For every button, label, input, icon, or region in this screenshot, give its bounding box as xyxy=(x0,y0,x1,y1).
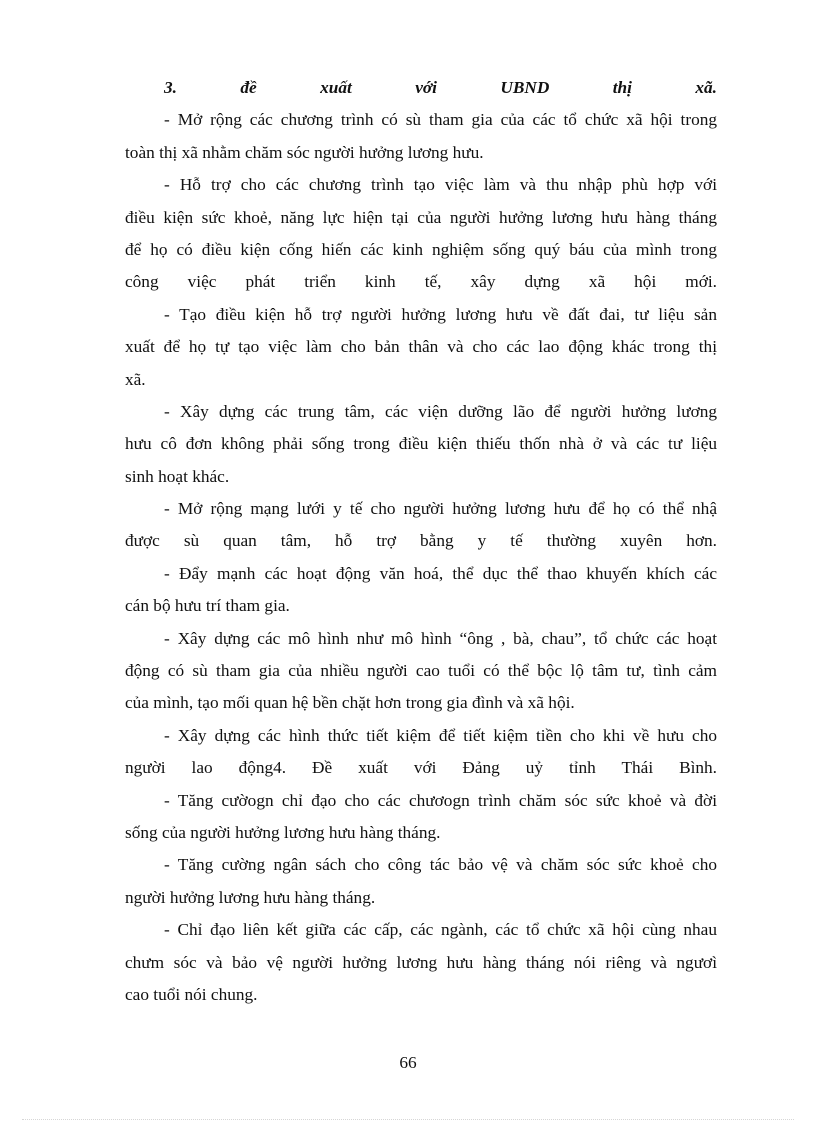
text-line: hưu cô đơn không phải sống trong điều kiện thiếu thốn nhà ở và các tư liệu xyxy=(125,434,717,454)
text-line: - Tăng cường ngân sách cho công tác bảo vệ và chăm sóc sức khoẻ cho xyxy=(164,855,717,875)
text-line: người lao động4. Đề xuất với Đảng uỷ tỉnh Thái Bình. xyxy=(125,758,717,778)
text-line: động có sù tham gia của nhiều người cao tuổi có thể bộc lộ tâm tư, tình cảm xyxy=(125,661,717,681)
text-line: - Tăng cườogn chỉ đạo cho các chươogn trình chăm sóc sức khoẻ và đời xyxy=(164,790,717,810)
text-line: - Tạo điều kiện hỗ trợ người hưởng lương hưu về đất đai, tư liệu sản xyxy=(164,304,717,324)
section-heading: 3. đề xuất với UBND thị xã. xyxy=(164,78,717,97)
body-text xyxy=(125,72,717,1011)
bottom-rule xyxy=(22,1119,794,1120)
text-line: - Mở rộng các chương trình có sù tham gia của các tổ chức xã hội trong xyxy=(164,110,717,130)
text-line: được sù quan tâm, hỗ trợ bằng y tế thường xuyên hơn. xyxy=(125,531,717,551)
text-line: sống của người hưởng lương hưu hàng tháng. xyxy=(125,822,441,842)
text-line: - Mở rộng mạng lưới y tế cho người hưởng lương hưu để họ có thể nhậ xyxy=(164,499,717,519)
text-line: người hưởng lương hưu hàng tháng. xyxy=(125,887,376,907)
text-line: điều kiện sức khoẻ, năng lực hiện tại của người hưởng lương hưu hàng tháng xyxy=(125,207,717,227)
text-line: để họ có điều kiện cống hiến các kinh nghiệm sống quý báu của mình trong xyxy=(125,239,717,259)
text-line: - Chỉ đạo liên kết giữa các cấp, các ngành, các tổ chức xã hội cùng nhau xyxy=(164,920,717,940)
text-line: chưm sóc và bảo vệ người hưởng lương hưu hàng tháng nói riêng và ngươì xyxy=(125,952,717,972)
text-line: sinh hoạt khác. xyxy=(125,466,230,486)
page-number: 66 xyxy=(399,1053,417,1072)
text-line: - Hỗ trợ cho các chương trình tạo việc làm và thu nhập phù hợp với xyxy=(164,175,717,195)
text-line: xuất để họ tự tạo việc làm cho bản thân và cho các lao động khác trong thị xyxy=(125,337,717,357)
text-line: - Xây dựng các hình thức tiết kiệm để tiết kiệm tiền cho khi về hưu cho xyxy=(164,725,717,745)
text-line: của mình, tạo mối quan hệ bền chặt hơn trong gia đình và xã hội. xyxy=(125,693,575,713)
text-line: - Xây dựng các trung tâm, các viện dưỡng lão để người hưởng lương xyxy=(164,401,717,421)
text-line: công việc phát triển kinh tế, xây dựng xã hội mới. xyxy=(125,272,717,292)
text-line: - Xây dựng các mô hình như mô hình “ông , bà, chau”, tổ chức các hoạt xyxy=(164,628,717,648)
text-line: cao tuổi nói chung. xyxy=(125,984,258,1004)
text-line: cán bộ hưu trí tham gia. xyxy=(125,596,290,616)
text-line: - Đẩy mạnh các hoạt động văn hoá, thể dục thể thao khuyến khích các xyxy=(164,563,717,583)
text-line: toàn thị xã nhằm chăm sóc người hưởng lương hưu. xyxy=(125,142,484,162)
text-line: xã. xyxy=(125,369,146,389)
